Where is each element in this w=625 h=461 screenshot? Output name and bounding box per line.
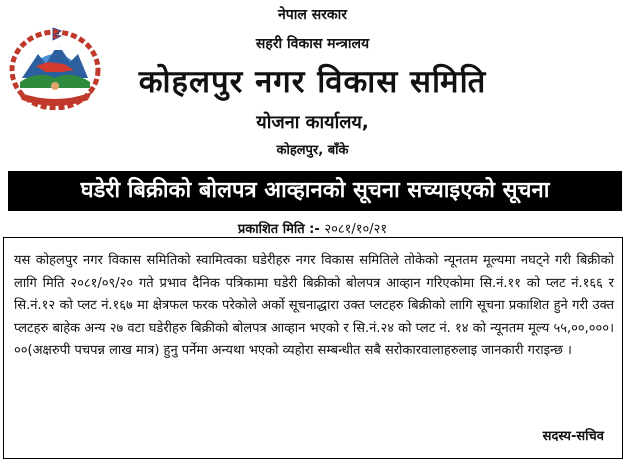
published-date-line xyxy=(0,219,625,237)
published-label: प्रकाशित मिति :- xyxy=(237,222,320,237)
notice-box xyxy=(3,237,623,459)
office-name: योजना कार्यालय, xyxy=(256,112,369,133)
government-name: नेपाल सरकार xyxy=(277,7,347,23)
notice-body-text: यस कोहलपुर नगर विकास समितिको स्वामित्वका घडेरीहरु नगर विकास समितिले तोकेको न्यूनतम मूल्यमा नघट्ने गरी बिक्रीको लागि मिति २०८१/०९/२० गते प्रभाव दैनिक पत्रिकामा घडेरी बिक्रीको बोलपत्र आव्हान गरिएकोमा सि.नं.११ को प्लट नं.१६६ र सि.नं.१२ को प्लट नं.१६७ मा क्षेत्रफल फरक परेकोले अर्को सूचनाद्धारा उक्त प्लटहरु बिक्रीको लागि सूचना प्रकाशित हुने गरी उक्त प्लटहरु बाहेक अन्य २७ वटा घडेरीहरु बिक्रीको बोलपत्र आव्हान भएको र सि.नं.२४ को प्लट नं. १४ को न्यूनतम मूल्य ५५,००,०००।००(अक्षरुपी पचपन्न लाख मात्र) हुनु पर्नेमा अन्यथा भएको व्यहोरा सम्बन्धीत सबै सरोकारवालाहरुलाइ जानकारी गराइन्छ । xyxy=(14,253,614,358)
ministry-name: सहरी विकास मन्त्रालय xyxy=(255,36,370,52)
letterhead xyxy=(0,0,625,170)
published-date: २०८१/१०/२१ xyxy=(324,222,388,237)
office-address: कोहलपुर, बाँके xyxy=(276,143,349,158)
signature-title: सदस्य-सचिव xyxy=(542,429,604,444)
notice-title-banner: घडेरी बिक्रीको बोलपत्र आव्हानको सूचना सच्याइएको सूचना xyxy=(8,171,622,211)
organization-name: कोहलपुर नगर विकास समिति xyxy=(138,64,487,100)
